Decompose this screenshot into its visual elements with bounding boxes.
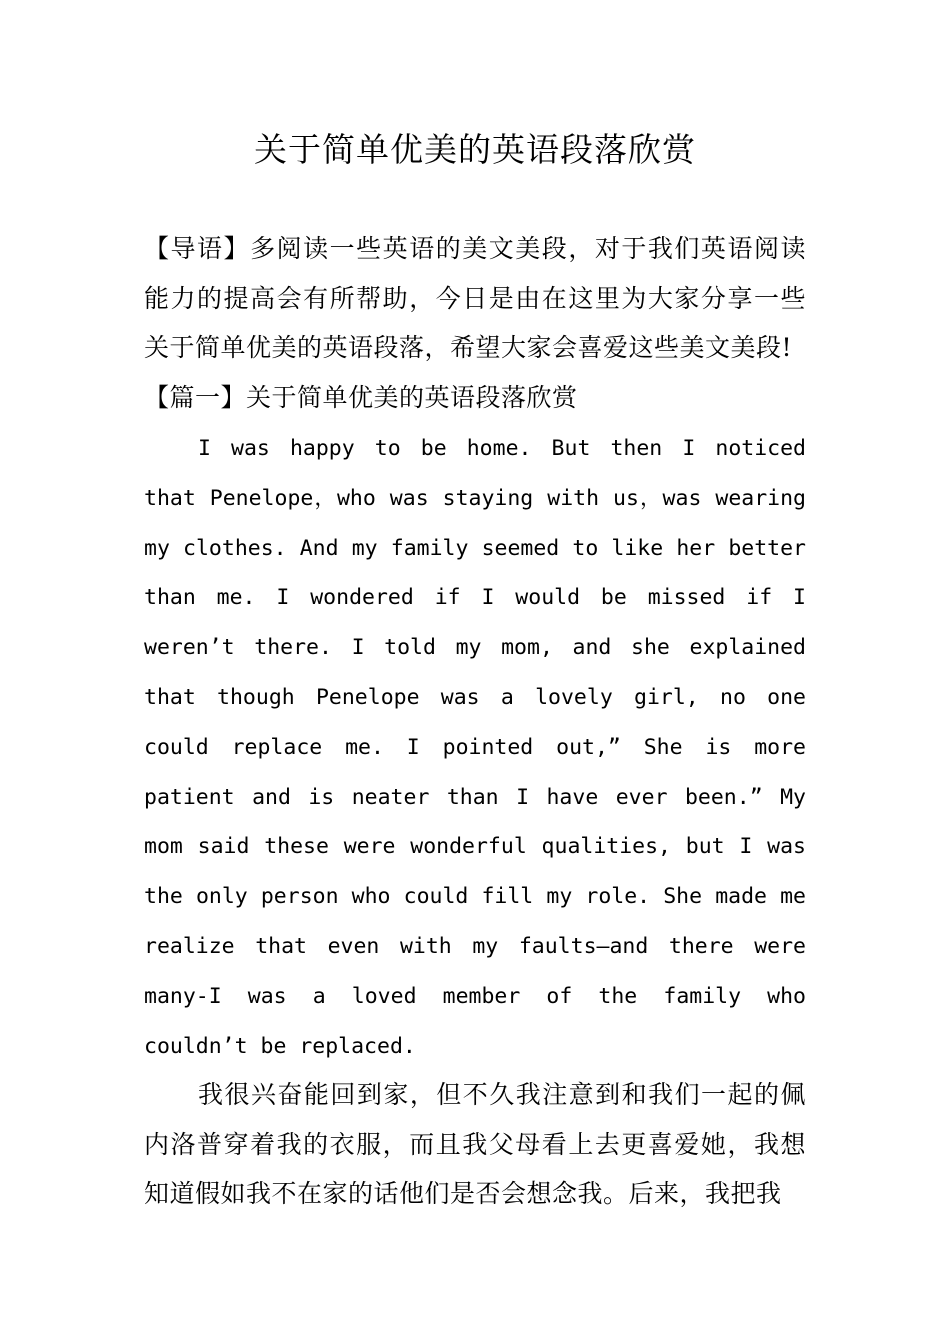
chinese-translation-paragraph: 我很兴奋能回到家，但不久我注意到和我们一起的佩内洛普穿着我的衣服，而且我父母看上去更喜爱她，我想知道假如我不在家的话他们是否会想念我。后来，我把我 [144,1080,806,1208]
document-title: 关于简单优美的英语段落欣赏 [254,130,696,169]
intro-paragraph: 【导语】多阅读一些英语的美文美段，对于我们英语阅读能力的提高会有所帮助，今日是由在这里为大家分享一些关于简单优美的英语段落，希望大家会喜爱这些美文美段! [144,234,806,362]
english-paragraph: I was happy to be home. But then I noticed that Penelope，who was staying with us，was wearing my clothes. And my family seemed to like her better than me. I wondered if I would be missed if I weren’t there. I told my mom, and she explained that though Penelope was a lovely girl, no one could replace me. I pointed out,” She is more patient and is neater than I have ever been.” My mom said these were wonderful qualities, but I was the only person who could fill my role. She made me realize that even with my faults—and there were many-I was a loved member of the family who couldn’t be replaced. [144,436,806,1059]
section-heading: 【篇一】关于简单优美的英语段落欣赏 [144,383,578,412]
